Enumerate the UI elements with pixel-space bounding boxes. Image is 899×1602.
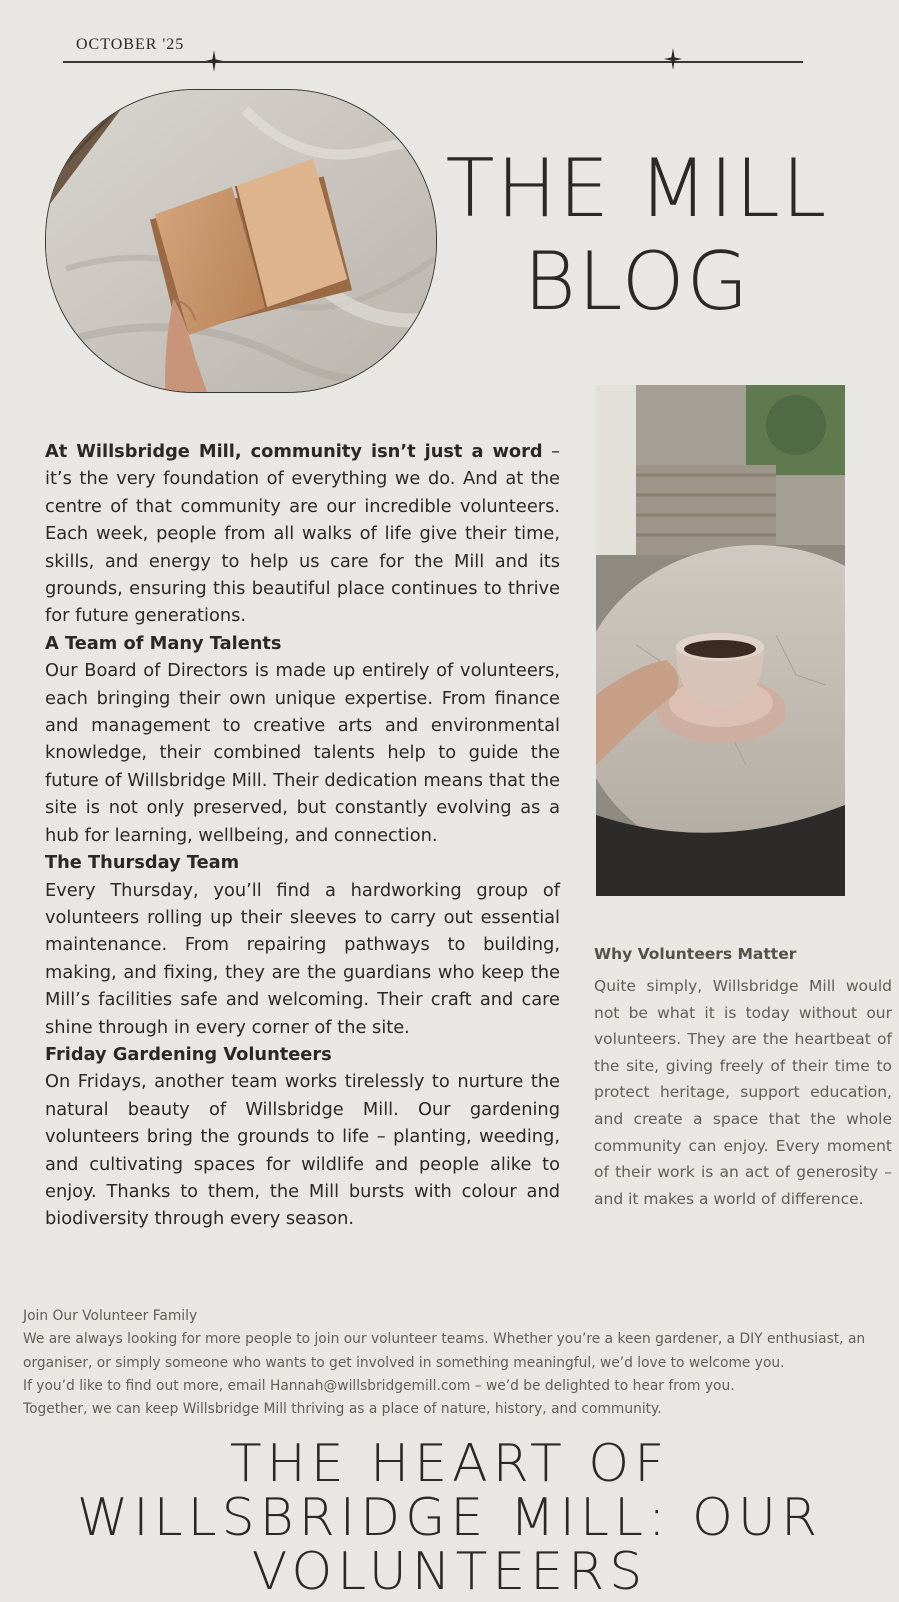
footer-closing: Together, we can keep Willsbridge Mill thriving as a place of nature, history, and community. [23,1401,662,1418]
sidebar-paragraph: Quite simply, Willsbridge Mill would not be what it is today without our volunteers. They are the heartbeat of the site, giving freely of their time to protect heritage, support education, and create a space that the whole community can enjoy. Every moment of their work is an act of generosity – and it makes a world of difference. [594,977,892,1208]
section-paragraph: Our Board of Directors is made up entirely of volunteers, each bringing their own unique expertise. From finance and management to creative arts and environmental knowledge, their combined talents help to guide the future of Willsbridge Mill. Their dedication means that the site is not only preserved, but constantly evolving as a hub for learning, wellbeing, and connection. [45,660,560,846]
coffee-cup-on-table-photo [596,385,845,896]
section-paragraph: Every Thursday, you’ll find a hardworking group of volunteers rolling up their sleeves to carry out essential maintenance. From repairing pathways to building, making, and fixing, they are the guardians who keep the Mill’s facilities safe and welcoming. Their craft and care shine through in every corner of the site. [45,879,560,1038]
join-volunteer-section [23,1305,889,1421]
blog-title-line: BLOG [523,235,751,328]
footer-paragraph: We are always looking for more people to join our volunteer teams. Whether you’re a keen gardener, a DIY enthusiast, an organiser, or simply someone who wants to get involved in something meaningful, we’d love to welcome you. [23,1331,866,1371]
blog-title-line: THE MILL [445,142,829,235]
sparkle-icon [664,48,682,70]
intro-text: – it’s the very foundation of everything we do. And at the centre of that community are our incredible volunteers. Each week, people from all walks of life give their time, skills, and energy to help us care for the Mill and its grounds, ensuring this beautiful place continues to thrive for future generations. [45,441,560,627]
article-body [45,438,560,1233]
feature-title-line: THE HEART OF [229,1434,670,1494]
header-rule [63,61,803,63]
feature-title-line: WILLSBRIDGE MILL: OUR [76,1488,823,1548]
footer-contact: If you’d like to find out more, email Hannah@willsbridgemill.com – we’d be delighted to hear from you. [23,1377,735,1394]
intro-lead: At Willsbridge Mill, community isn’t just a word [45,441,543,462]
book-on-bedsheet-photo [45,89,437,393]
intro-paragraph [45,438,560,630]
feature-title [0,1434,899,1602]
sidebar-why-volunteers [594,943,892,1212]
section-heading: A Team of Many Talents [45,632,282,654]
issue-date: OCTOBER '25 [76,36,185,53]
sidebar-heading: Why Volunteers Matter [594,945,797,963]
section-heading: Friday Gardening Volunteers [45,1043,332,1065]
sparkle-icon [205,50,223,72]
section-paragraph: On Fridays, another team works tirelessly to nurture the natural beauty of Willsbridge Mill. Our gardening volunteers bring the grounds to life – planting, weeding, and cultivating spaces for wildlife and people alike to enjoy. Thanks to them, the Mill bursts with colour and biodiversity through every season. [45,1071,560,1230]
section-heading: The Thursday Team [45,852,240,874]
feature-title-line: VOLUNTEERS [251,1542,648,1602]
footer-heading: Join Our Volunteer Family [23,1308,198,1324]
blog-title [432,142,842,328]
